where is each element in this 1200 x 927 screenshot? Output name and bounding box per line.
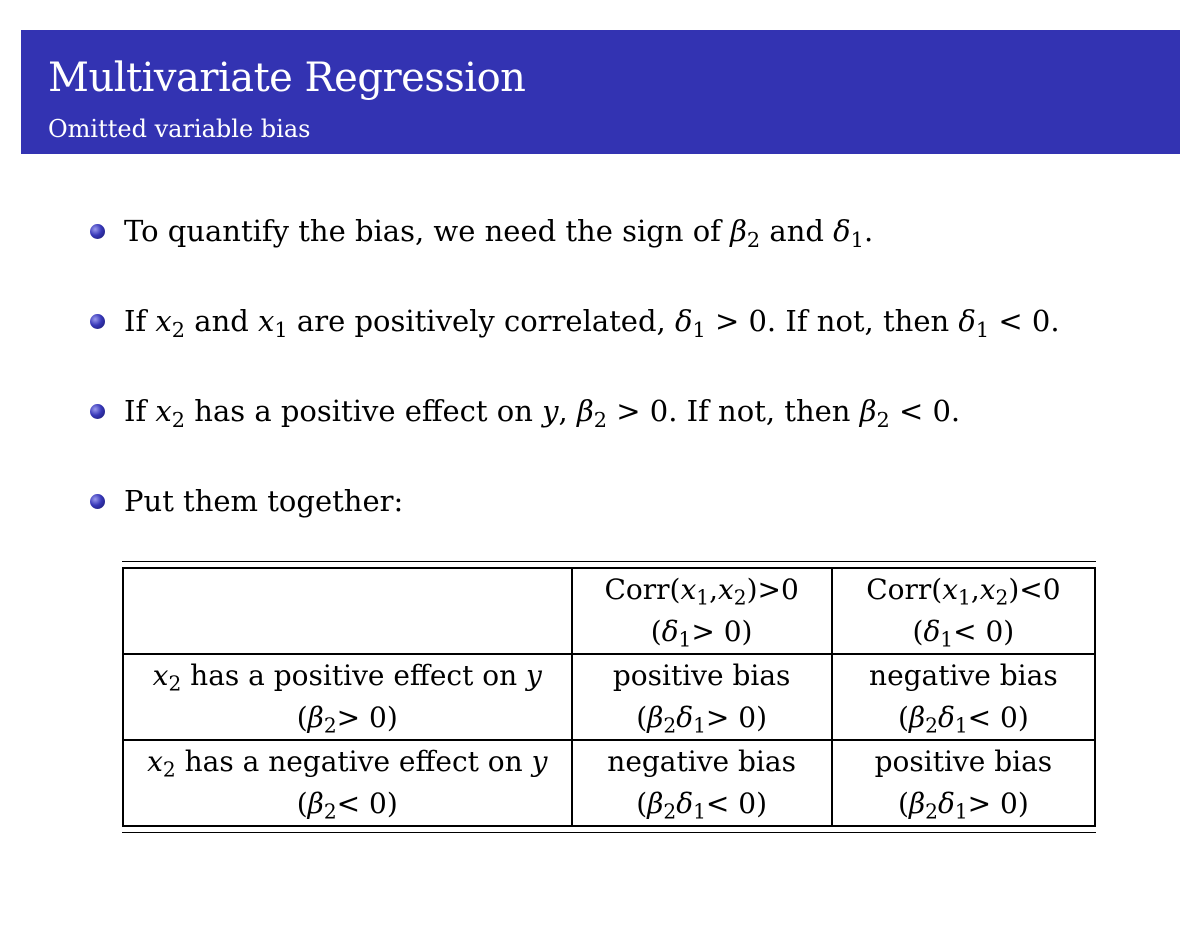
bullet-text: If $x_2$ and $x_1$ are positively correlated, $\delta_1 > 0$. If not, then $\delta_1 < 0$.: [124, 304, 1060, 342]
bullet-item: [88, 388, 1168, 478]
slide-subtitle: Omitted variable bias: [48, 115, 311, 143]
bullet-item: [88, 298, 1168, 388]
table-row-label: $x_2$ has a negative effect on y $(\beta_2< 0)$: [123, 740, 572, 826]
table-corner-cell: [123, 568, 572, 654]
slide-title: Multivariate Regression: [48, 55, 526, 101]
table-cell: negative bias $(\beta_2\delta_1< 0)$: [572, 740, 832, 826]
bullet-icon: [90, 404, 105, 419]
bullet-text: If $x_2$ has a positive effect on y, $\beta_2 > 0$. If not, then $\beta_2 < 0$.: [124, 394, 961, 432]
bullet-list: [88, 208, 1168, 568]
bias-table: [122, 567, 1096, 827]
bullet-text: Put them together:: [124, 484, 404, 518]
bullet-item: [88, 208, 1168, 298]
bullet-icon: [90, 314, 105, 329]
table-row-label: $x_2$ has a positive effect on y $(\beta_2> 0)$: [123, 654, 572, 740]
bullet-icon: [90, 224, 105, 239]
bias-table-wrapper: [122, 561, 1096, 833]
bullet-icon: [90, 494, 105, 509]
slide-header: [21, 30, 1180, 154]
table-header-cell: $Corr(x_1,x_2)<0$ $(\delta_1< 0)$: [832, 568, 1095, 654]
table-row: [123, 740, 1095, 826]
bullet-item: [88, 478, 1168, 568]
table-header-row: [123, 568, 1095, 654]
table-cell: negative bias $(\beta_2\delta_1< 0)$: [832, 654, 1095, 740]
table-cell: positive bias $(\beta_2\delta_1> 0)$: [572, 654, 832, 740]
table-row: [123, 654, 1095, 740]
table-cell: positive bias $(\beta_2\delta_1> 0)$: [832, 740, 1095, 826]
bullet-text: To quantify the bias, we need the sign of $\beta_2$ and $\delta_1$.: [124, 214, 874, 252]
table-header-cell: $Corr(x_1,x_2)>0$ $(\delta_1> 0)$: [572, 568, 832, 654]
